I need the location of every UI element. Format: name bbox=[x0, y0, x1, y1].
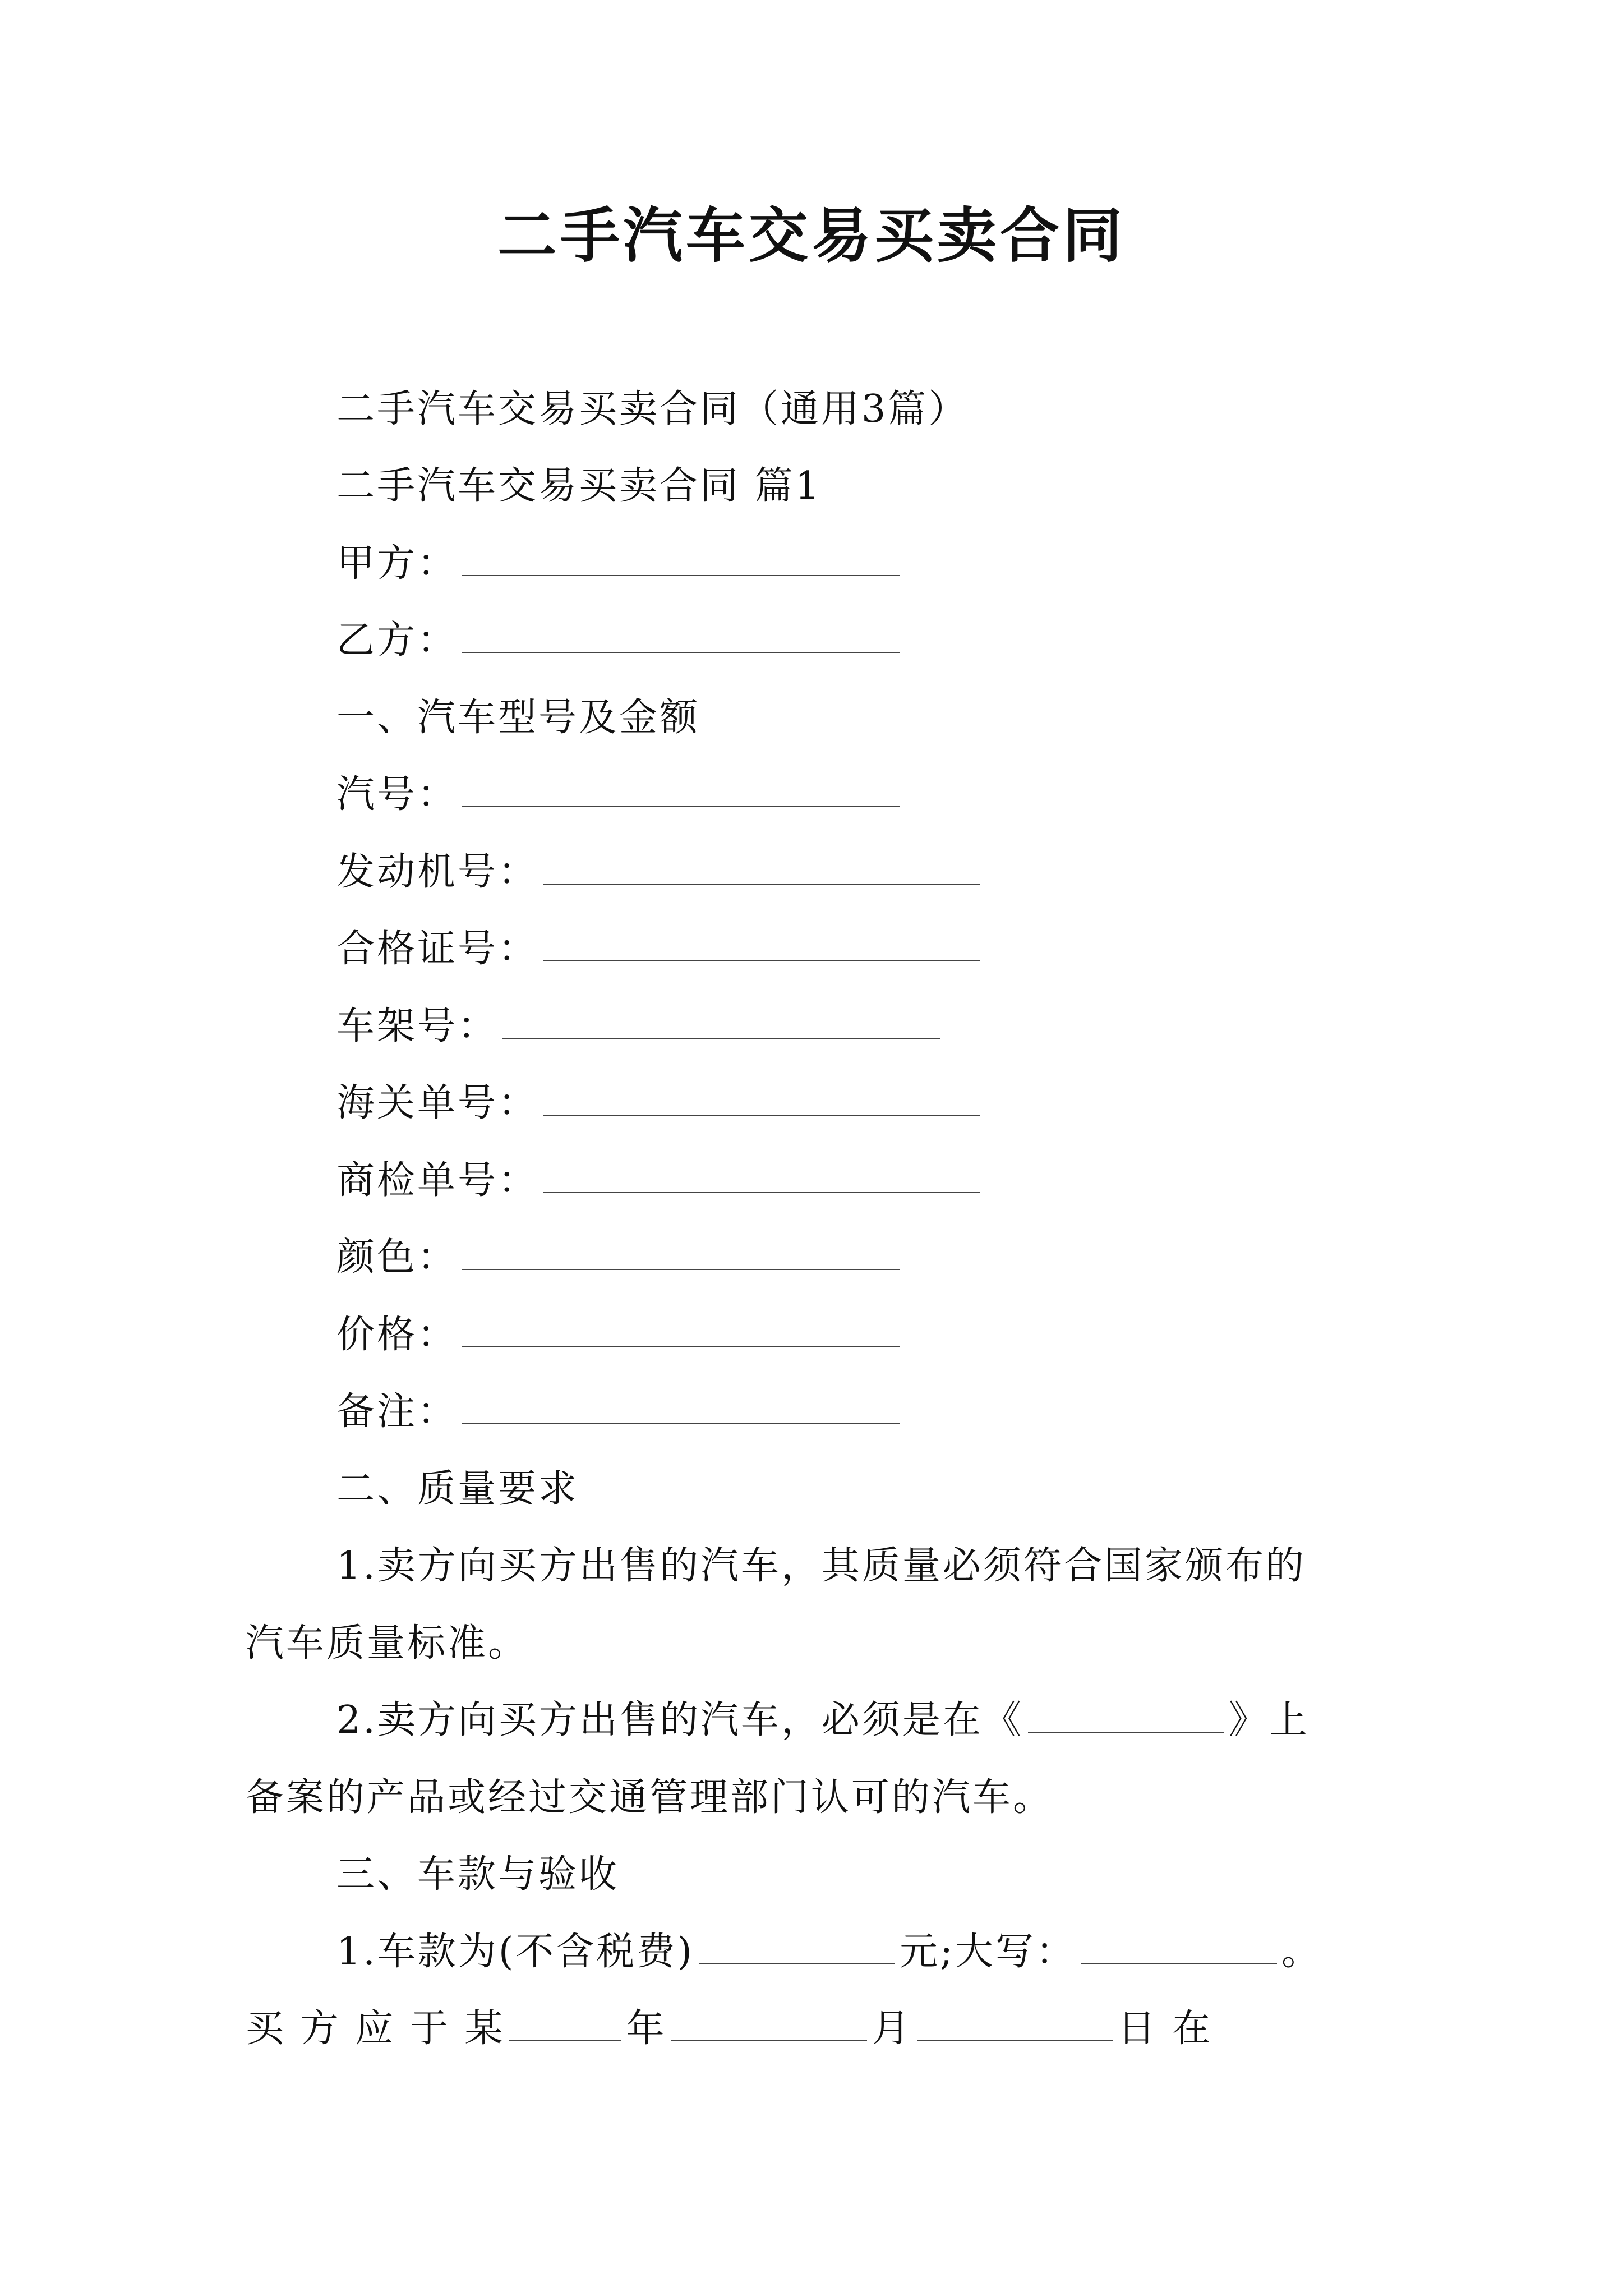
remarks-label: 备注： bbox=[336, 1389, 458, 1434]
payment-text-mid: 元;大写： bbox=[899, 1930, 1076, 1974]
quality-item-2-text-pre: 2.卖方向买方出售的汽车，必须是在《 bbox=[336, 1698, 1023, 1742]
amount-words-blank bbox=[1081, 1931, 1277, 1964]
party-b-line bbox=[336, 610, 904, 671]
part1-heading: 二手汽车交易买卖合同 篇1 bbox=[336, 464, 822, 508]
party-a-label: 甲方： bbox=[336, 541, 458, 586]
cert-no-line bbox=[336, 918, 985, 980]
price-blank bbox=[462, 1314, 900, 1347]
frame-no-line bbox=[336, 996, 944, 1057]
party-a-blank bbox=[462, 542, 900, 576]
model-no-line bbox=[336, 764, 904, 826]
buyer-text: 买 方 应 于 某 bbox=[246, 2007, 505, 2051]
cert-no-blank bbox=[543, 928, 980, 961]
section-2-heading: 二、质量要求 bbox=[336, 1467, 579, 1511]
remarks-blank bbox=[462, 1391, 900, 1424]
year-label: 年 bbox=[626, 2007, 667, 2051]
payment-text-end: 。 bbox=[1281, 1930, 1322, 1974]
month-blank bbox=[671, 2008, 867, 2041]
customs-no-line bbox=[336, 1073, 985, 1134]
price-label: 价格： bbox=[336, 1313, 458, 1357]
remarks-line bbox=[336, 1381, 904, 1443]
party-b-blank bbox=[462, 619, 900, 653]
frame-no-blank bbox=[502, 1005, 940, 1039]
year-blank bbox=[509, 2008, 621, 2041]
price-line bbox=[336, 1304, 904, 1366]
party-a-line bbox=[336, 533, 904, 595]
color-line bbox=[336, 1227, 904, 1289]
payment-line bbox=[336, 1921, 1322, 1983]
inspection-no-label: 商检单号： bbox=[336, 1158, 539, 1203]
customs-no-blank bbox=[543, 1082, 980, 1116]
color-label: 颜色： bbox=[336, 1235, 458, 1280]
quality-item-1-line-2: 汽车质量标准。 bbox=[246, 1621, 529, 1665]
cert-no-label: 合格证号： bbox=[336, 927, 539, 971]
engine-no-label: 发动机号： bbox=[336, 850, 539, 894]
section-1-heading: 一、汽车型号及金额 bbox=[336, 696, 700, 740]
section-3-heading: 三、车款与验收 bbox=[336, 1852, 620, 1897]
document-title: 二手汽车交易买卖合同 bbox=[497, 200, 1126, 270]
quality-item-2-line-1 bbox=[336, 1690, 1310, 1751]
model-no-blank bbox=[462, 774, 900, 807]
inspection-no-blank bbox=[543, 1159, 980, 1193]
registry-name-blank bbox=[1028, 1699, 1224, 1733]
party-b-label: 乙方： bbox=[336, 618, 458, 662]
month-label: 月 bbox=[872, 2007, 912, 2051]
color-blank bbox=[462, 1236, 900, 1270]
payment-date-line bbox=[246, 1998, 1212, 2060]
model-no-label: 汽号： bbox=[336, 772, 458, 817]
engine-no-line bbox=[336, 841, 985, 903]
quality-item-1-line-1: 1.卖方向买方出售的汽车，其质量必须符合国家颁布的 bbox=[336, 1544, 1306, 1588]
inspection-no-line bbox=[336, 1150, 985, 1212]
quality-item-2-line-2: 备案的产品或经过交通管理部门认可的汽车。 bbox=[246, 1775, 1054, 1820]
customs-no-label: 海关单号： bbox=[336, 1081, 539, 1125]
day-blank bbox=[917, 2008, 1113, 2041]
engine-no-blank bbox=[543, 851, 980, 885]
frame-no-label: 车架号： bbox=[336, 1004, 499, 1048]
quality-item-2-text-post: 》上 bbox=[1228, 1698, 1310, 1742]
payment-text-pre: 1.车款为(不含税费) bbox=[336, 1930, 694, 1974]
amount-blank bbox=[699, 1931, 895, 1964]
subtitle: 二手汽车交易买卖合同（通用3篇） bbox=[336, 387, 969, 431]
day-label: 日 在 bbox=[1117, 2007, 1213, 2051]
